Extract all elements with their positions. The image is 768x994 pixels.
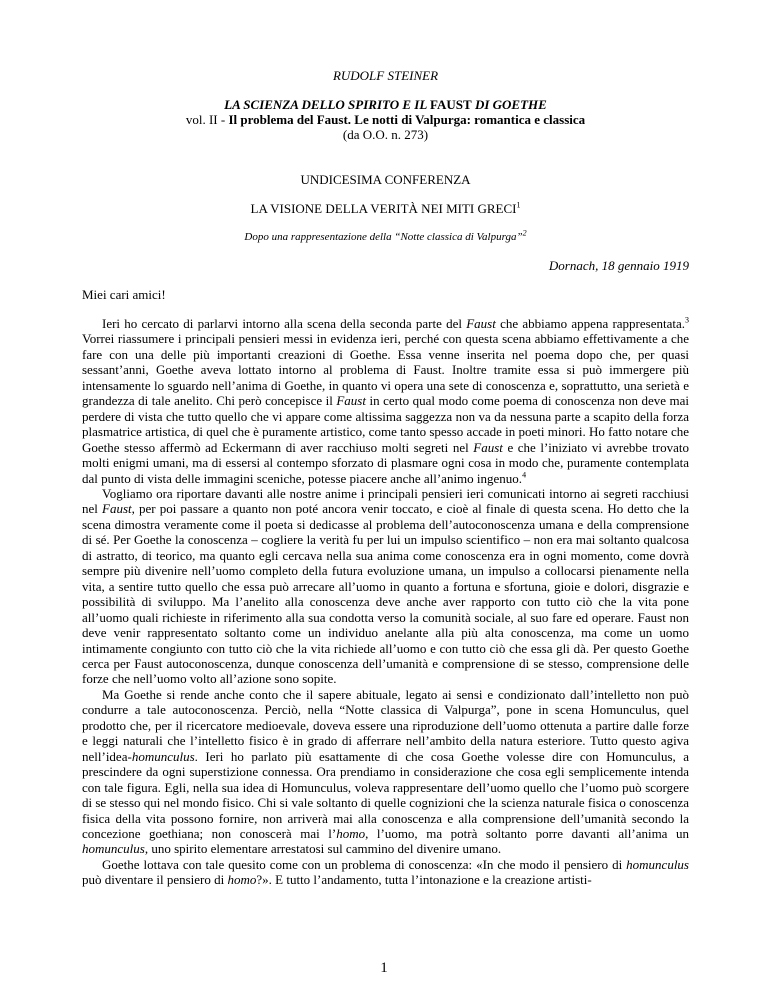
paragraph-2: Vogliamo ora riportare davanti alle nostre anime i principali pensieri ieri comunicati intorno ai segreti racchiusi nel Faust, per poi passare a quanto non poté ancora venir toccato, e cioè al finale di questa scena. Ho detto che la scena dimostra veramente come il poeta si dedicasse al problema dell’autoconoscenza umana e della comprensione di sé. Per Goethe la conoscenza – cogliere la verità fu per lui un impulso scientifico – non era mai soltanto qualcosa di astratto, di teorico, ma quanto egli cercava nella sua anima come conoscenza era in ogni momento, come dovrà sempre più divenire nell’uomo completo della futura evoluzione umana, un impulso a collocarsi pienamente nella vita, a sentire tutto quello che essa può arrecare all’uomo in quanto a fortuna e sfortuna, gioie e dolori, disgrazie e possibilità di sviluppo. Ma l’anelito alla conoscenza deve anche aver rapporto con tutto ciò che la vita pone all’uomo quali richieste in riferimento alla sua condotta verso la comunità sociale, al suo fare ed operare. Faust non deve venir rappresentato soltanto come un individuo anelante alla più alta conoscenza, ma come un uomo intimamente congiunto con tutto ciò che la vita richiede all’uomo e con tutto ciò che essa gli dà. Per questo Goethe cerca per Faust autoconoscenza, dunque conoscenza dell’umanità e comprensione di se stesso, comprensione delle forze che nell’uomo volto all’azione sono sopite. (82, 485, 689, 687)
body-text (82, 316, 689, 888)
occasion-line (82, 228, 689, 243)
volume-prefix: vol. II - (185, 112, 229, 127)
volume-line (82, 112, 689, 127)
author-name: RUDOLF STEINER (332, 68, 439, 83)
place-date: Dornach, 18 gennaio 1919 (548, 258, 689, 273)
book-title-part2: FAUST (430, 97, 472, 112)
paragraph-1: Ieri ho cercato di parlarvi intorno alla scena della seconda parte del Faust che abbiamo appena rappresentata.$^3$ Vorrei riassumere i principali pensieri messi in evidenza ieri, perché con questa scena abbiamo effettivamente a che fare con una delle più importanti creazioni di Goethe. Essa venne inserita nel poema dopo che, per quasi sessant’anni, Goethe aveva lottato intorno al problema di Faust. Inoltre tramite essa si può immergere più intensamente lo sguardo nell’anima di Goethe, in quanto vi opera una sete di conoscenza e, soprattutto, una serietà e grandezza di tale anelito. Chi però concepisce il Faust in certo qual modo come poema di conoscenza non deve mai perdere di vista che tutto quello che vi appare come altissima saggezza non va da nessuna parte a scapito della forza plasmatrice artistica, di quel che è puramente artistico, come tanto spesso accade in poeti minori. Ho fatto notare che Goethe stesso affermò ad Eckermann di aver racchiuso molti segreti nel Faust e che l’iniziato vi avrebbe trovato molti enigmi umani, ma di essersi al contempo sforzato di plasmare ogni cosa in modo che, puramente contemplata dal punto di vista delle immagini sceniche, potesse piacere anche all’animo ingenuo.$^4$ (82, 315, 689, 486)
footnote-ref-1[interactable]: 1 (516, 200, 521, 210)
page-number: 1 (380, 960, 388, 976)
volume-title: Il problema del Faust. Le notti di Valpurga: romantica e classica (228, 112, 586, 127)
lecture-subtitle-line (82, 201, 689, 217)
book-title-part3: DI GOETHE (471, 97, 547, 112)
paragraph-4: Goethe lottava con tale quesito come con un problema di conoscenza: «In che modo il pensiero di homunculus può diventare il pensiero di homo?». E tutto l’andamento, tutta l’intonazione e la creazione artisti- (82, 856, 689, 888)
occasion-text: Dopo una rappresentazione della “Notte classica di Valpurga” (244, 231, 523, 243)
footnote-ref-3[interactable]: 3 (685, 315, 689, 325)
book-title (82, 97, 689, 112)
lecture-number: UNDICESIMA CONFERENZA (300, 172, 471, 187)
footnote-ref-4[interactable]: 4 (522, 470, 527, 480)
book-title-part1: LA SCIENZA DELLO SPIRITO E IL (224, 97, 431, 112)
lecture-subtitle: LA VISIONE DELLA VERITÀ NEI MITI GRECI (250, 201, 517, 216)
paragraph-3: Ma Goethe si rende anche conto che il sapere abituale, legato ai sensi e condizionato dall’intelletto non può condurre a tale autoconoscenza. Perciò, nella “Notte classica di Valpurga”, pone in scena Homunculus, quel prodotto che, per il ricercatore medioevale, doveva essere una riproduzione dell’uomo ottenuta a partire dalle forze e leggi naturali che l’intelletto fisico è in grado di afferrare nell’ambito della natura esteriore. Tutto questo agiva nell’idea-homunculus. Ieri ho parlato più esattamente di che cosa Goethe volesse dire con Homunculus, a prescindere da ogni superstizione connessa. Ora prendiamo in considerazione che cosa egli semplicemente intenda con tale figura. Egli, nella sua idea di Homunculus, voleva rappresentare dell’uomo quello che l’uomo può scorgere di se stesso qui nel mondo fisico. Chi si vale soltanto di quelle cognizioni che la scienza naturale fisica o conoscenza fisica della vita possono fornire, non arriverà mai alla conoscenza e alla comprensione dell’umanità secondo la concezione goethiana; non conoscerà mai l’homo, l’uomo, ma potrà soltanto porre davanti all’anima un homunculus, uno spirito elementare arrestatosi sul cammino del divenire umano. (82, 686, 689, 857)
greeting: Miei cari amici! (82, 287, 166, 302)
book-title-block (82, 97, 689, 142)
source-reference: (da O.O. n. 273) (342, 127, 429, 142)
footnote-ref-2[interactable]: 2 (522, 228, 527, 238)
